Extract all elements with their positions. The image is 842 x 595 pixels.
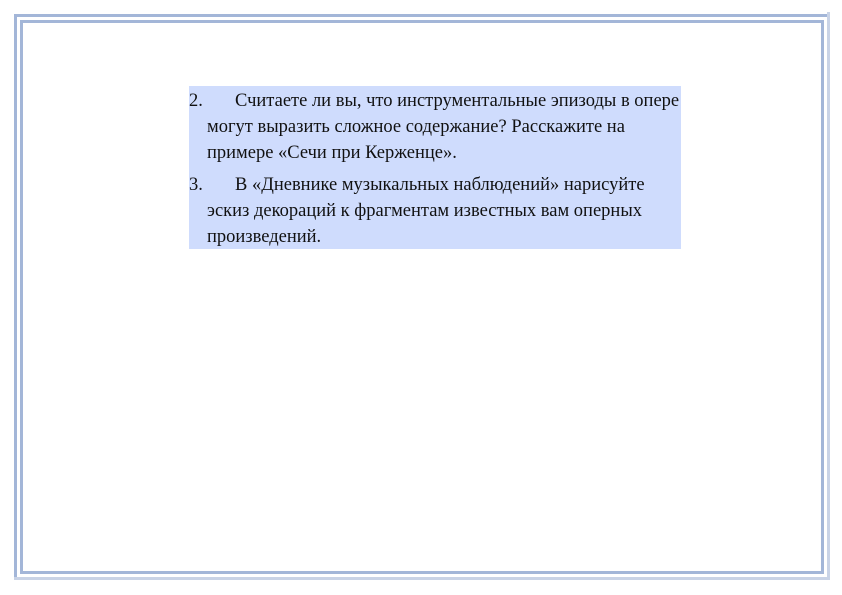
question-item-2 — [189, 88, 681, 166]
question-number: 3. — [189, 175, 203, 195]
question-text: В «Дневнике музыкальных наблюдений» нарисуйте эскиз декораций к фрагментам известных вам оперных произведений. — [207, 175, 645, 247]
slide-border-shadow-bottom — [14, 577, 830, 580]
question-text-box — [189, 86, 681, 249]
question-item-3 — [189, 172, 681, 250]
question-number: 2. — [189, 91, 203, 111]
question-text: Считаете ли вы, что инструментальные эпизоды в опере могут выразить сложное содержание? Расскажите на примере «Сечи при Керженце». — [207, 91, 680, 163]
slide-border-shadow-right — [827, 12, 830, 580]
